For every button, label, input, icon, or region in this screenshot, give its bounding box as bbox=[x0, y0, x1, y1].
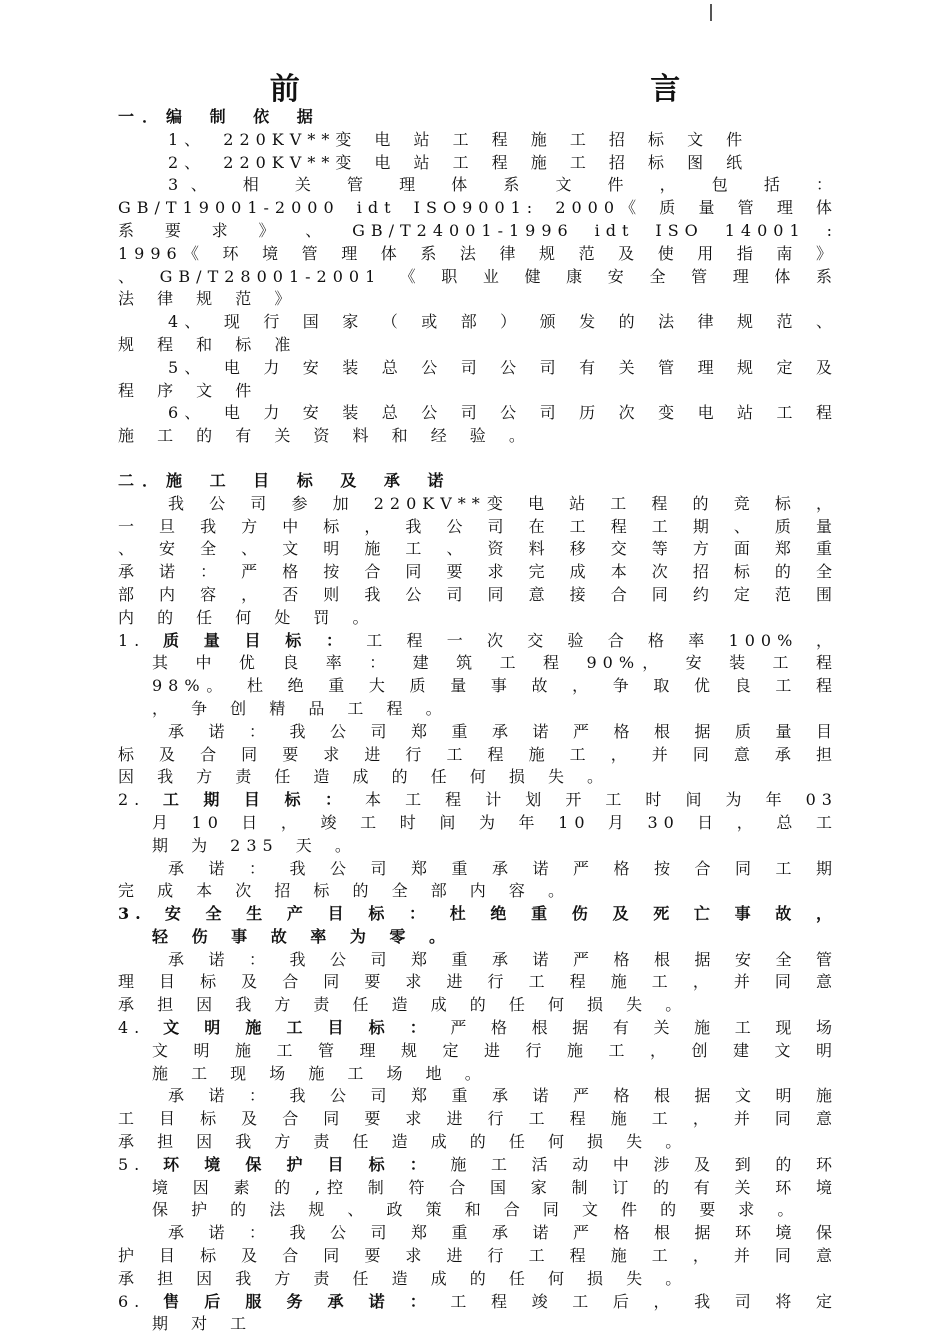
goal-label: 安 全 生 产 目 标 ： 杜 绝 重 伤 及 死 亡 事 故 ， 轻 伤 事 故 率 为 零 。 bbox=[152, 904, 838, 946]
goal-label: 售 后 服 务 承 诺 ： bbox=[163, 1291, 433, 1311]
basis-item-2: 2、 220KV**变 电 站 工 程 施 工 招 标 图 纸 bbox=[168, 152, 749, 172]
goal-text: 严 格 根 据 有 关 施 工 现 场 文 明 施 工 管 理 规 定 进 行 施 工 ， 创 建 文 明 施 工 现 场 施 工 场 地 。 bbox=[152, 1018, 838, 1083]
basis-item-1: 1、 220KV**变 电 站 工 程 施 工 招 标 文 件 bbox=[168, 129, 749, 149]
goal-number: 3. bbox=[118, 904, 147, 924]
goal-civilized-construction bbox=[118, 1017, 838, 1085]
goal-number: 1. bbox=[118, 630, 146, 650]
goal-environment bbox=[118, 1154, 838, 1222]
section-heading-basis: 一．编 制 依 据 bbox=[118, 107, 321, 126]
goal-text: 工 程 一 次 交 验 合 格 率 100% ， 其 中 优 良 率 ： 建 筑 工 程 90%， 安 装 工 程 98%。 杜 绝 重 大 质 量 事 故 ， 争 取 优 良 工 程 ， 争 创 精 品 工 程 。 bbox=[152, 630, 838, 718]
goal-label: 文 明 施 工 目 标 ： bbox=[163, 1018, 433, 1038]
basis-item-6: 6、 电 力 安 装 总 公 司 公 司 历 次 变 电 站 工 程 施 工 的 有 关 资 料 和 经 验 。 bbox=[118, 403, 838, 446]
basis-item-5: 5、 电 力 安 装 总 公 司 公 司 有 关 管 理 规 定 及 程 序 文 件 bbox=[118, 357, 838, 400]
goal-schedule bbox=[118, 789, 838, 857]
goal-number: 2. bbox=[118, 790, 146, 810]
goal-text: 工 程 竣 工 后 ， 我 司 将 定 期 对 工 bbox=[152, 1291, 838, 1334]
goal-label: 质 量 目 标 ： bbox=[162, 630, 349, 650]
basis-item-4: 4、 现 行 国 家 （ 或 部 ） 颁 发 的 法 律 规 范 、 规 程 和 标 准 bbox=[118, 312, 838, 354]
promise-environment: 承 诺 ： 我 公 司 郑 重 承 诺 严 格 根 据 环 境 保 护 目 标 及 合 同 要 求 进 行 工 程 施 工 ， 并 同 意 承 担 因 我 方 责 任 造 成 的 任 何 损 失 。 bbox=[118, 1223, 838, 1288]
goal-label: 工 期 目 标 ： bbox=[162, 790, 348, 810]
header-mark bbox=[710, 4, 712, 21]
promise-safety: 承 诺 ： 我 公 司 郑 重 承 诺 严 格 根 据 安 全 管 理 目 标 及 合 同 要 求 进 行 工 程 施 工 ， 并 同 意 承 担 因 我 方 责 任 造 成 的 任 何 损 失 。 bbox=[118, 949, 838, 1015]
goal-number: 5. bbox=[118, 1154, 146, 1174]
goal-after-sales bbox=[118, 1291, 838, 1337]
document-body bbox=[118, 106, 838, 1336]
basis-item-3: 3、 相 关 管 理 体 系 文 件 ， 包 括 ： GB/T19001-2000 idt ISO9001: 2000《 质 量 管 理 体 系 要 求 》 、 GB/T24001-1996 idt ISO 14001 : 1996《 环 境 管 理 体 系 法 律 规 范 及 使 用 指 南 》 、 GB/T28001-2001 《 职 业 健 康 安 全 管 理 体 系 法 律 规 范 》 bbox=[118, 175, 839, 309]
promise-schedule: 承 诺 ： 我 公 司 郑 重 承 诺 严 格 按 合 同 工 期 完 成 本 次 招 标 的 全 部 内 容 。 bbox=[118, 858, 838, 901]
section-heading-goals: 二．施 工 目 标 及 承 诺 bbox=[118, 470, 452, 490]
promise-civilized-construction: 承 诺 ： 我 公 司 郑 重 承 诺 严 格 根 据 文 明 施 工 目 标 及 合 同 要 求 进 行 工 程 施 工 ， 并 同 意 承 担 因 我 方 责 任 造 成 的 任 何 损 失 。 bbox=[118, 1086, 838, 1152]
page-title: 前 言 bbox=[269, 72, 851, 107]
section-gap bbox=[118, 448, 838, 470]
goal-number: 4. bbox=[118, 1018, 146, 1038]
goal-text: 本 工 程 计 划 开 工 时 间 为 年 03 月 10 日 ， 竣 工 时 间 为 年 10 月 30 日 ， 总 工 期 为 235 天 。 bbox=[152, 790, 838, 855]
goal-number: 6. bbox=[118, 1291, 146, 1311]
goal-safety bbox=[118, 903, 838, 949]
goal-label: 环 境 保 护 目 标 ： bbox=[163, 1154, 433, 1174]
goals-intro: 我 公 司 参 加 220KV**变 电 站 工 程 的 竞 标 ， 一 旦 我 方 中 标 ， 我 公 司 在 工 程 工 期 、 质 量 、 安 全 、 文 明 施 工 、 资 料 移 交 等 方 面 郑 重 承 诺 ： 严 格 按 合 同 要 求 完 成 本 次 招 标 的 全 部 内 容 ， 否 则 我 公 司 同 意 接 合 同 约 定 范 围 内 的 任 何 处 罚 。 bbox=[118, 493, 838, 627]
promise-quality: 承 诺 ： 我 公 司 郑 重 承 诺 严 格 根 据 质 量 目 标 及 合 同 要 求 进 行 工 程 施 工 ， 并 同 意 承 担 因 我 方 责 任 造 成 的 任 何 损 失 。 bbox=[118, 721, 838, 787]
goal-text: 施 工 活 动 中 涉 及 到 的 环 境 因 素 的 ,控 制 符 合 国 家 制 订 的 有 关 环 境 保 护 的 法 规 、 政 策 和 合 同 文 件 的 要 求 。 bbox=[152, 1154, 838, 1220]
goal-quality bbox=[118, 630, 838, 721]
